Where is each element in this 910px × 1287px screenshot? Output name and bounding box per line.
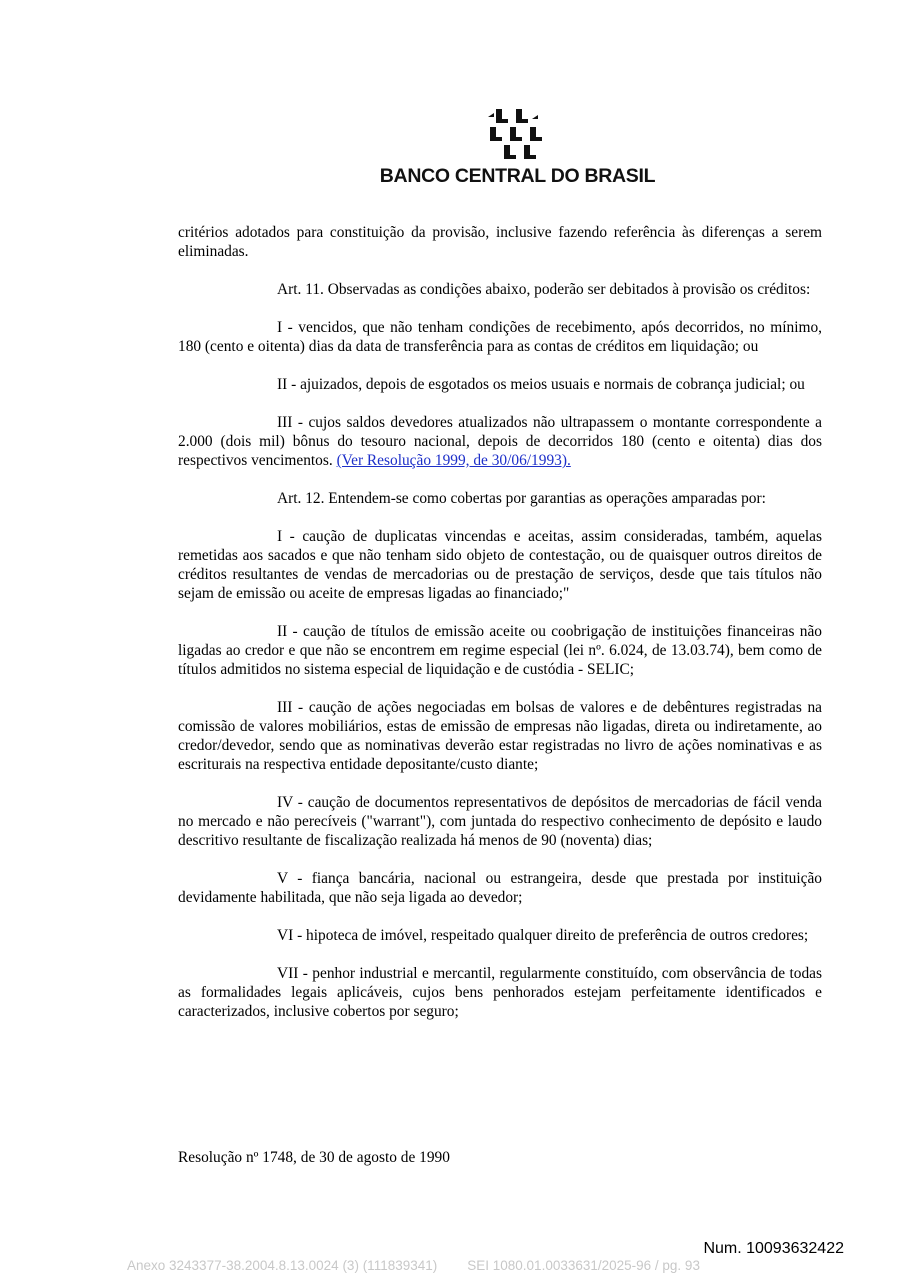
institution-name: BANCO CENTRAL DO BRASIL	[379, 165, 656, 187]
article-12: Art. 12. Entendem-se como cobertas por garantias as operações amparadas por:	[277, 490, 766, 507]
article-12-item-vi: VI - hipoteca de imóvel, respeitado qualquer direito de preferência de outros credores;	[277, 927, 809, 944]
document-header	[0, 100, 910, 192]
paragraph: critérios adotados para constituição da provisão, inclusive fazendo referência às diferenças a serem eliminadas.	[178, 224, 822, 260]
article-12-item-iii: III - caução de ações negociadas em bolsas de valores e de debêntures registradas na comissão de valores mobiliários, estas de emissão de empresas não ligadas, direta ou indiretamente, ao credor/devedor, sendo que as nominativas deverão estar registradas no livro de ações nominativas e as escriturais na respectiva entidade depositante/custo diante;	[178, 699, 822, 773]
article-12-item-vii: VII - penhor industrial e mercantil, regularmente constituído, com observância de todas as formalidades legais aplicáveis, cujos bens penhorados estejam perfeitamente identificados e caracterizados, inclusive cobertos por seguro;	[178, 965, 822, 1020]
document-number: Num. 10093632422	[703, 1240, 844, 1257]
article-11-item-iii	[178, 413, 822, 470]
document-body	[178, 223, 822, 1040]
article-11-item-i: I - vencidos, que não tenham condições de recebimento, após decorridos, no mínimo, 180 (cento e oitenta) dias da data de transferência para as contas de créditos em liquidação; ou	[178, 319, 822, 355]
resolution-1999-link[interactable]: (Ver Resolução 1999, de 30/06/1993).	[336, 452, 571, 469]
article-12-item-ii: II - caução de títulos de emissão aceite ou coobrigação de instituições financeiras não ligadas ao credor e que não se encontrem em regime especial (lei nº. 6.024, de 13.03.74), bem como de títulos admitidos no sistema especial de liquidação e de custódia - SELIC;	[178, 623, 822, 678]
annex-stamp: Anexo 3243377-38.2004.8.13.0024 (3) (111839341) SEI 1080.01.0033631/2025-96 / pg. 93	[127, 1258, 700, 1273]
bcb-logo-icon	[486, 105, 546, 163]
article-11: Art. 11. Observadas as condições abaixo, poderão ser debitados à provisão os créditos:	[277, 281, 811, 298]
article-12-item-i: I - caução de duplicatas vincendas e aceitas, assim consideradas, também, aquelas remetidas aos sacados e que não tenham sido objeto de contestação, ou de quaisquer outros direitos de créditos resultantes de vendas de mercadorias ou de prestação de serviços, desde que tais títulos não sejam de emissão ou aceite de empresas ligadas ao financiado;"	[178, 528, 822, 602]
article-11-item-ii: II - ajuizados, depois de esgotados os meios usuais e normais de cobrança judicial; ou	[277, 376, 805, 393]
article-11-item-iii-text: III - cujos saldos devedores atualizados não ultrapassem o montante correspondente a 2.000 (dois mil) bônus do tesouro nacional, depois de decorridos 180 (cento e oitenta) dias dos respectivos vencimentos.	[178, 414, 822, 469]
article-12-item-v: V - fiança bancária, nacional ou estrangeira, desde que prestada por instituição devidamente habilitada, que não seja ligada ao devedor;	[178, 870, 822, 906]
resolution-reference: Resolução nº 1748, de 30 de agosto de 1990	[178, 1149, 450, 1166]
article-12-item-iv: IV - caução de documentos representativos de depósitos de mercadorias de fácil venda no mercado e não perecíveis ("warrant"), com juntada do respectivo conhecimento de depósito e laudo descritivo resultante de fiscalização realizada há menos de 90 (noventa) dias;	[178, 794, 822, 849]
